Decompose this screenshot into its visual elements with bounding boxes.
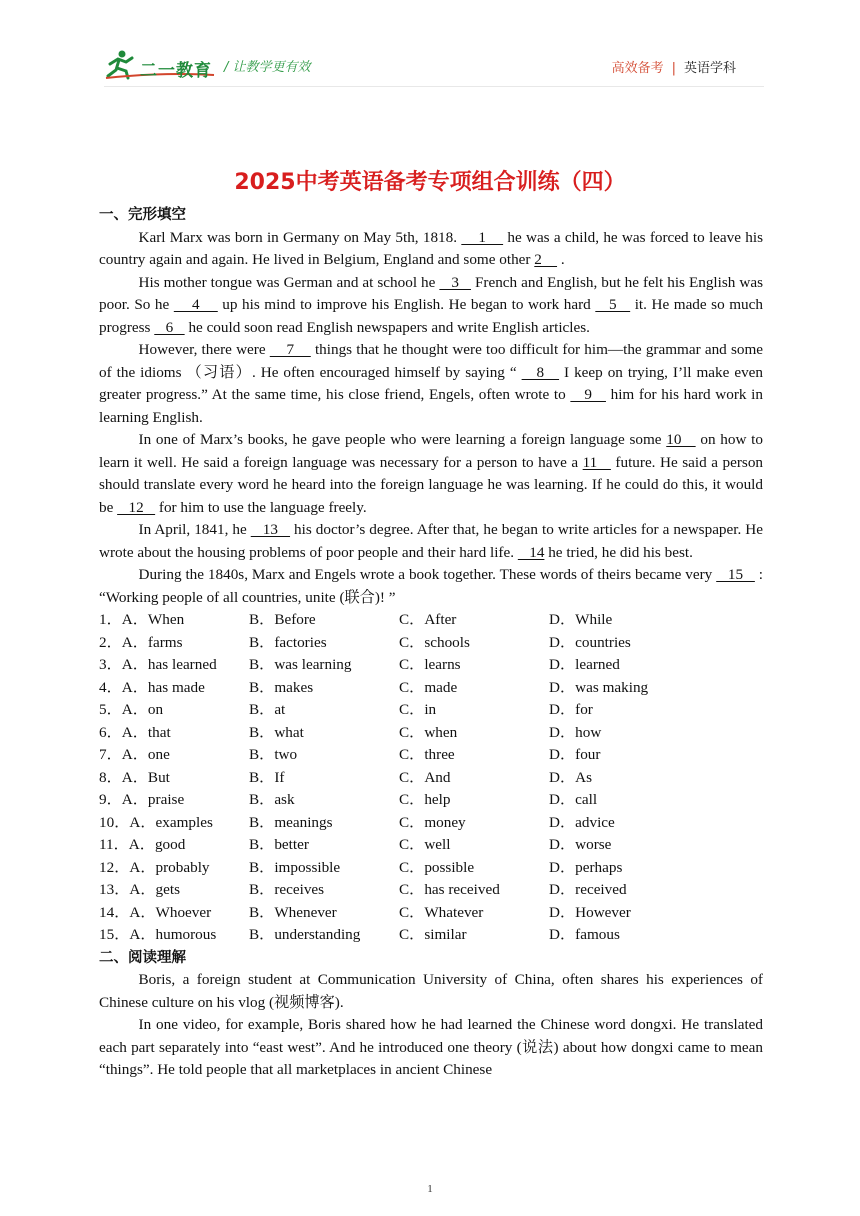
answer-blank: 14 — [517, 543, 545, 561]
option-choice: 9．A．praise — [99, 791, 185, 808]
option-choice: D．famous — [549, 926, 620, 943]
option-choice: B．makes — [249, 678, 314, 696]
answer-blank: 2 — [534, 251, 558, 268]
option-choice: C．After — [399, 611, 457, 628]
option-row — [99, 924, 763, 947]
answer-blank: 9 — [570, 386, 606, 403]
option-choice: D．call — [549, 791, 598, 808]
option-row — [99, 767, 763, 790]
option-choice: C．in — [399, 701, 437, 718]
passage-text: Karl Marx was born in Germany on May 5th, 1818. — [138, 228, 462, 246]
option-choice: D．four — [549, 746, 601, 763]
passage-text: his doctor’s degree. After that, he began to write articles for a newspaper. He wrote about the housing problems of poor people and their hard life. — [99, 521, 764, 561]
option-choice: D．While — [549, 611, 613, 628]
option-row — [99, 812, 763, 835]
answer-blank: 11 — [582, 453, 611, 471]
option-choice: D．As — [549, 768, 593, 786]
passage-text: things that he thought were too difficult for him—the grammar and some of the idioms （习语）. He often encouraged himself by saying “ — [99, 341, 763, 381]
passage-text: it. He made so much progress — [99, 296, 763, 336]
passage-text: French and English, but he felt his English was poor. So he — [99, 273, 763, 313]
option-choice: C．Whatever — [399, 903, 484, 921]
option-choice: D．for — [549, 701, 593, 718]
passage-text: : “Working people of all countries, unite (联合)! ” — [99, 566, 763, 606]
option-choice: B．understanding — [249, 926, 361, 943]
option-choice: B．at — [249, 701, 286, 718]
option-choice: 4．A．has made — [99, 678, 205, 696]
option-row — [99, 834, 763, 857]
option-choice: D．perhaps — [549, 858, 623, 876]
passage-text: him for his hard work in learning English. — [99, 386, 763, 426]
reading-paragraph: Boris, a foreign student at Communication University of China, often shares his experiences of Chinese culture on his vlog (视频博客). — [99, 971, 763, 1011]
passage-text: . — [557, 251, 565, 268]
option-choice: 2．A．farms — [99, 633, 183, 651]
option-row — [99, 744, 763, 767]
option-choice: B．better — [249, 836, 309, 853]
passage-text: up his mind to improve his English. He began to work hard — [217, 296, 596, 313]
option-choice: D．However — [549, 903, 631, 921]
passage-text: His mother tongue was German and at school he — [138, 273, 440, 291]
option-row — [99, 789, 763, 812]
passage-text: During the 1840s, Marx and Engels wrote a book together. These words of theirs became very — [138, 566, 717, 583]
option-choice: B．If — [249, 768, 285, 786]
option-row — [99, 677, 763, 700]
passage-paragraph — [99, 564, 763, 609]
passage-text: he could soon read English newspapers and write English articles. — [184, 318, 590, 336]
option-choice: B．impossible — [249, 858, 341, 876]
header-separator: | — [671, 61, 676, 76]
option-choice: D．how — [549, 723, 602, 741]
slogan: / 让教学更有效 — [224, 60, 311, 75]
option-row — [99, 699, 763, 722]
option-row — [99, 857, 763, 880]
option-row — [99, 722, 763, 745]
option-choice: C．And — [399, 768, 451, 786]
passage-text: I keep on trying, I’ll make even greater progress.” At the same time, his close friend, Engels, often wrote to — [99, 363, 763, 403]
option-row — [99, 879, 763, 902]
option-choice: 10．A．examples — [99, 813, 213, 831]
passage-text: on how to learn it well. He said a foreign language was necessary for a person to have a — [99, 431, 763, 471]
answer-blank: 4 — [173, 296, 218, 313]
option-choice: D．was making — [549, 678, 649, 696]
header-label-exam: 高效备考 — [611, 61, 664, 76]
option-choice: C．schools — [399, 633, 470, 651]
option-choice: 8．A．But — [99, 768, 170, 786]
option-choice: C．well — [399, 836, 451, 853]
answer-blank: 10 — [666, 431, 696, 448]
option-choice: B．was learning — [249, 656, 352, 673]
answer-blank: 13 — [250, 521, 291, 538]
option-row — [99, 902, 763, 925]
passage-text: he was a child, he was forced to leave his country again and again. He lived in Belgium, England and some other — [99, 228, 763, 268]
option-choice: B．receives — [249, 881, 325, 898]
page-number: 1 — [427, 1183, 433, 1195]
page-header — [0, 0, 860, 100]
option-choice: D．received — [549, 881, 627, 898]
option-choice: C．money — [399, 813, 466, 831]
option-choice: C．learns — [399, 656, 461, 673]
header-divider — [104, 86, 764, 87]
option-choice: C．made — [399, 678, 458, 696]
answer-blank: 8 — [521, 363, 560, 381]
option-choice: D．advice — [549, 813, 615, 831]
passage-paragraph — [99, 339, 763, 429]
cloze-options — [99, 609, 763, 947]
option-choice: B．factories — [249, 633, 327, 651]
passage-text: However, there were — [138, 341, 270, 358]
passage-text: In April, 1841, he — [138, 521, 251, 538]
option-choice: C．similar — [399, 926, 467, 943]
option-row — [99, 632, 763, 655]
option-choice: B．two — [249, 746, 298, 763]
answer-blank: 12 — [117, 498, 156, 516]
option-choice: 7．A．one — [99, 746, 170, 763]
option-choice: C．when — [399, 723, 458, 741]
passage-text: future. He said a person should translate every word he heard into the foreign language he was learning. If he could do this, it would be — [99, 453, 764, 516]
option-choice: B．what — [249, 723, 304, 741]
answer-blank: 5 — [595, 296, 631, 313]
header-label-subject: 英语学科 — [683, 61, 736, 76]
option-choice: D．learned — [549, 656, 620, 673]
passage-paragraph — [99, 429, 763, 519]
option-choice: D．worse — [549, 836, 612, 853]
option-choice: 11．A．good — [99, 836, 186, 853]
logo-text: 二一教育 — [140, 61, 212, 81]
header-right — [612, 57, 736, 76]
passage-paragraph — [99, 272, 763, 340]
option-choice: C．possible — [399, 858, 475, 876]
page-title: 2025中考英语备考专项组合训练（四） — [234, 170, 626, 195]
answer-blank: 1 — [461, 228, 504, 246]
passage-paragraph — [99, 519, 763, 564]
option-choice: 3．A．has learned — [99, 656, 217, 673]
option-choice: C．help — [399, 791, 451, 808]
reading-paragraph: In one video, for example, Boris shared how he had learned the Chinese word dongxi. He translated each part separately into “east west”. And he introduced one theory (说法) about how dongxi came to mean “things”. He told people that all marketplaces in ancient Chinese — [99, 1016, 763, 1078]
option-choice: 15．A．humorous — [99, 926, 217, 943]
option-choice: 14．A．Whoever — [99, 903, 212, 921]
reading-passage — [99, 969, 763, 1082]
option-choice: B．ask — [249, 791, 295, 808]
document-body — [99, 204, 763, 1082]
section-heading-reading: 二、阅读理解 — [99, 949, 186, 966]
option-choice: B．meanings — [249, 813, 333, 831]
option-choice: 5．A．on — [99, 701, 164, 718]
option-choice: 13．A．gets — [99, 881, 180, 898]
option-row — [99, 654, 763, 677]
answer-blank: 15 — [716, 566, 755, 583]
option-choice: C．three — [399, 746, 455, 763]
option-choice: C．has received — [399, 881, 500, 898]
cloze-passage — [99, 227, 763, 610]
option-choice: D．countries — [549, 633, 631, 651]
option-choice: B．Whenever — [249, 903, 337, 921]
passage-paragraph — [99, 227, 763, 272]
option-choice: 1．A．When — [99, 611, 185, 628]
option-row — [99, 609, 763, 632]
passage-text: for him to use the language freely. — [155, 498, 367, 516]
answer-blank: 3 — [439, 273, 471, 291]
passage-text: he tried, he did his best. — [544, 543, 693, 561]
answer-blank: 6 — [154, 318, 185, 336]
section-heading-cloze: 一、完形填空 — [99, 207, 186, 223]
option-choice: B．Before — [249, 611, 316, 628]
option-choice: 12．A．probably — [99, 858, 210, 876]
option-choice: 6．A．that — [99, 723, 171, 741]
answer-blank: 7 — [269, 341, 311, 358]
passage-text: In one of Marx’s books, he gave people who were learning a foreign language some — [138, 431, 667, 448]
